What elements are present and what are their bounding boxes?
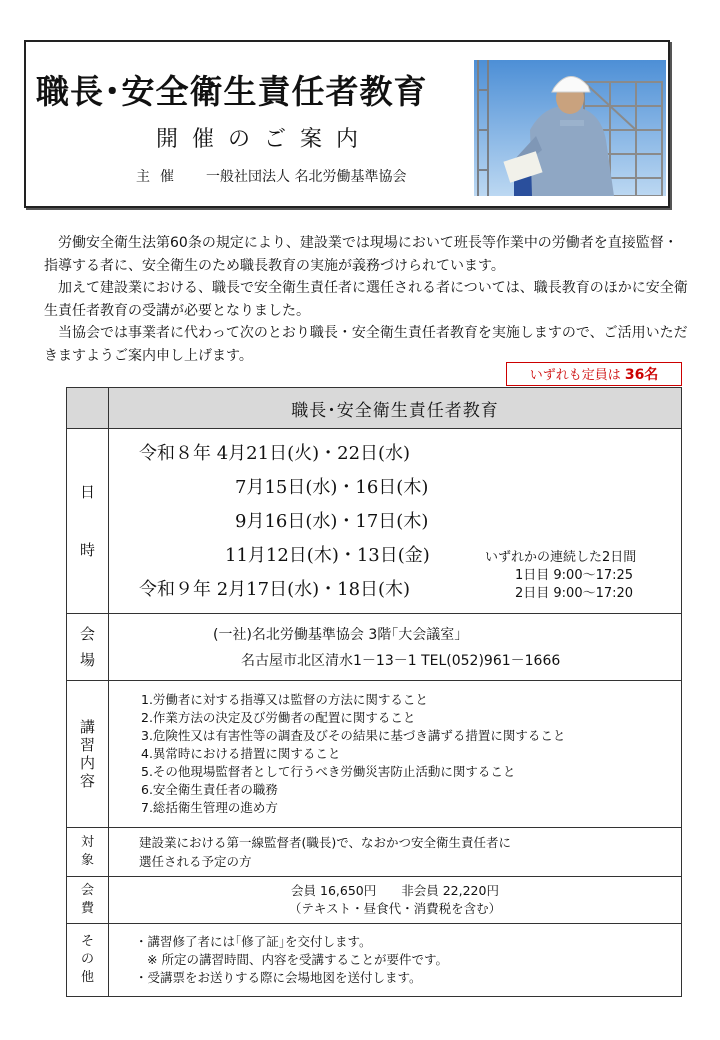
venue-row bbox=[67, 614, 682, 681]
other-label: その他 bbox=[80, 934, 94, 985]
dates-note-line: 2日目 9:00～17:20 bbox=[515, 586, 634, 601]
capacity-badge bbox=[506, 362, 682, 386]
dates-note bbox=[485, 549, 636, 603]
content-label: 講習内容 bbox=[79, 717, 95, 790]
dates-cell bbox=[109, 429, 682, 614]
venue-line: (一社)名北労働基準協会 3階｢大会議室｣ bbox=[213, 627, 462, 643]
table-header-row bbox=[67, 388, 682, 429]
row-label-target bbox=[67, 828, 109, 877]
date-item: 令和９年 2月17日(水)・18日(木) bbox=[139, 579, 411, 600]
other-line: ・講習修了者には｢修了証｣を交付します。 bbox=[135, 934, 372, 949]
course-info-table bbox=[66, 387, 682, 997]
list-item: 6.安全衛生責任者の職務 bbox=[141, 782, 278, 797]
header-box bbox=[24, 40, 670, 208]
row-label-dates bbox=[67, 429, 109, 614]
target-line: 選任される予定の方 bbox=[139, 854, 252, 869]
intro-paragraph: 当協会では事業者に代わって次のとおり職長・安全衛生責任者教育を実施しますので、ご活用いただきますようご案内申し上げます。 bbox=[44, 325, 688, 364]
organizer-name: 一般社団法人 名北労働基準協会 bbox=[206, 169, 407, 185]
date-item: 7月15日(水)・16日(木) bbox=[235, 477, 429, 498]
other-line: ※ 所定の講習時間、内容を受講することが要件です。 bbox=[147, 952, 448, 967]
fee-line: 会員 16,650円 非会員 22,220円 bbox=[291, 883, 499, 898]
organizer bbox=[136, 166, 406, 186]
intro-paragraph: 労働安全衛生法第60条の規定により、建設業では現場において班長等作業中の労働者を直接監督・指導する者に、安全衛生のため職長教育の実施が義務づけられています。 bbox=[44, 235, 678, 274]
list-item: 7.総括衛生管理の進め方 bbox=[141, 800, 278, 815]
fee-label: 会費 bbox=[80, 883, 94, 916]
dates-note-line: いずれかの連続した2日間 bbox=[485, 550, 637, 565]
list-item: 5.その他現場監督者として行うべき労働災害防止活動に関すること bbox=[141, 764, 516, 779]
organizer-label: 主催 bbox=[136, 169, 184, 185]
venue-cell bbox=[109, 614, 682, 681]
list-item: 2.作業方法の決定及び労働者の配置に関すること bbox=[141, 710, 416, 725]
intro-text bbox=[44, 232, 688, 367]
list-item: 4.異常時における措置に関すること bbox=[141, 746, 341, 761]
course-title: 職長･安全衛生責任者教育 bbox=[109, 388, 682, 429]
content-row bbox=[67, 681, 682, 828]
capacity-count: 36名 bbox=[624, 367, 659, 383]
list-item: 3.危険性又は有害性等の調査及びその結果に基づき講ずる措置に関すること bbox=[141, 728, 566, 743]
content-cell bbox=[109, 681, 682, 828]
other-row bbox=[67, 924, 682, 997]
fee-row bbox=[67, 877, 682, 924]
fee-line: （テキスト・昼食代・消費税を含む） bbox=[288, 901, 502, 916]
target-line: 建設業における第一線監督者(職長)で、なおかつ安全衛生責任者に bbox=[139, 835, 512, 850]
row-label-venue bbox=[67, 614, 109, 681]
venue-line: 名古屋市北区清水1－13－1 TEL(052)961－1666 bbox=[241, 653, 561, 669]
row-label-content bbox=[67, 681, 109, 828]
date-item: 9月16日(水)・17日(木) bbox=[235, 511, 429, 532]
construction-worker-photo bbox=[474, 60, 666, 196]
dates-label: 日時 bbox=[79, 483, 95, 559]
content-list bbox=[109, 691, 681, 817]
dates-row bbox=[67, 429, 682, 614]
page-subtitle: 開催のご案内 bbox=[156, 127, 373, 152]
date-item: 11月12日(木)・13日(金) bbox=[225, 545, 430, 566]
page-title: 職長･安全衛生責任者教育 bbox=[36, 72, 428, 111]
row-label-fee bbox=[67, 877, 109, 924]
row-label-other bbox=[67, 924, 109, 997]
other-cell bbox=[109, 924, 682, 997]
fee-cell bbox=[109, 877, 682, 924]
target-label: 対象 bbox=[80, 835, 94, 868]
other-line: ・受講票をお送りする際に会場地図を送付します。 bbox=[135, 970, 422, 985]
intro-paragraph: 加えて建設業における、職長で安全衛生責任者に選任される者については、職長教育のほかに安全衛生責任者教育の受講が必要となりました。 bbox=[44, 280, 688, 319]
target-cell bbox=[109, 828, 682, 877]
header-corner-cell bbox=[67, 388, 109, 429]
venue-label: 会場 bbox=[79, 625, 95, 669]
dates-note-line: 1日目 9:00～17:25 bbox=[515, 568, 634, 583]
target-row bbox=[67, 828, 682, 877]
list-item: 1.労働者に対する指導又は監督の方法に関すること bbox=[141, 692, 428, 707]
capacity-prefix: いずれも定員は bbox=[529, 368, 625, 383]
date-item: 令和８年 4月21日(火)・22日(水) bbox=[139, 443, 411, 464]
